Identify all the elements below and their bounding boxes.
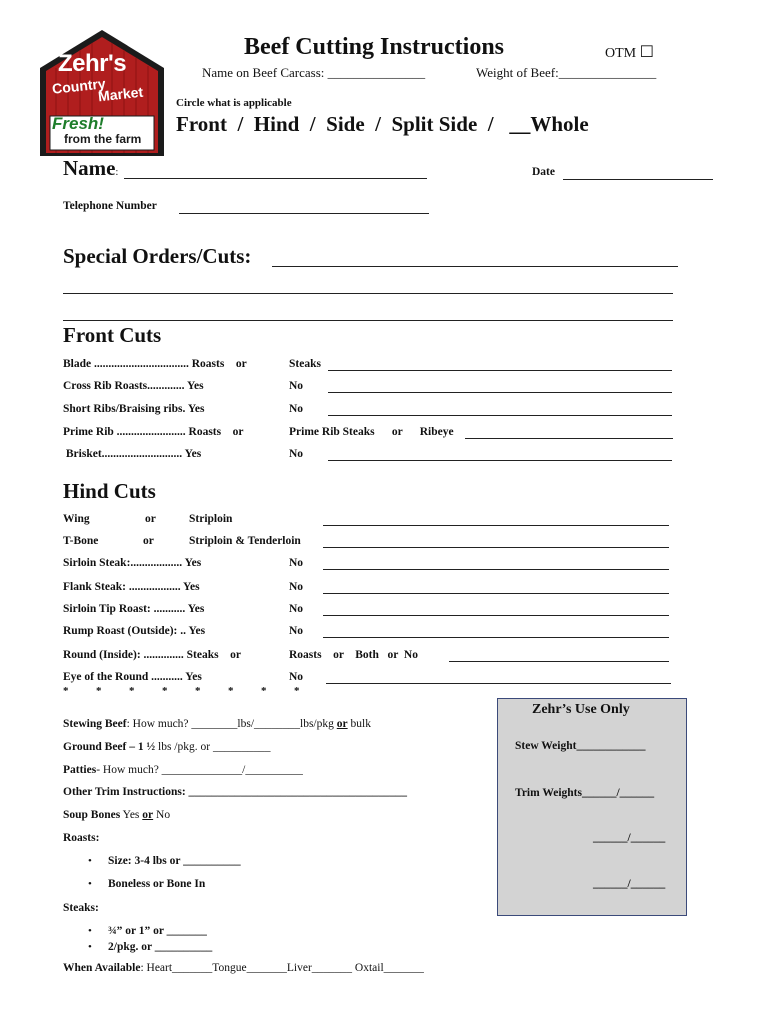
trim-weights-field[interactable]: Trim Weights______/______: [515, 787, 655, 799]
hind-row-eye-round-line[interactable]: [326, 683, 671, 684]
other-trim-instructions[interactable]: Other Trim Instructions: ______________________________________: [63, 786, 408, 798]
soup-bones-row[interactable]: [63, 809, 170, 821]
logo-brand: Zehr's: [58, 50, 127, 77]
hind-wing-line[interactable]: [323, 525, 669, 526]
hind-striploin[interactable]: Striploin: [189, 513, 233, 525]
otm-label: [605, 42, 654, 62]
roast-size-field[interactable]: Size: 3-4 lbs or __________: [108, 855, 241, 867]
hind-tbone[interactable]: T-Bone: [63, 535, 99, 547]
name-label: [63, 156, 118, 181]
front-row-short-ribs-line[interactable]: [328, 415, 672, 416]
name-colon: :: [115, 167, 119, 178]
section-divider-stars: * * * * * * * *: [63, 685, 300, 697]
special-orders-line-3[interactable]: [63, 320, 673, 321]
front-row-prime-rib-line[interactable]: [465, 438, 673, 439]
hind-row-round-line[interactable]: [449, 661, 669, 662]
hind-row-sirloin-steak-no[interactable]: No: [289, 557, 304, 569]
logo-from-the-farm: from the farm: [64, 132, 142, 146]
logo-fresh: Fresh!: [52, 114, 104, 133]
hind-striploin-tenderloin[interactable]: Striploin & Tenderloin: [189, 535, 301, 547]
hind-row-sirloin-tip[interactable]: Sirloin Tip Roast: ........... Yes: [63, 603, 205, 615]
stewing-beef-amount[interactable]: : How much? ________lbs/________lbs/pkg: [126, 718, 337, 730]
logo-country: Country: [51, 75, 107, 97]
stewing-beef-or: or: [336, 718, 348, 730]
steak-thickness-bullet: •: [88, 925, 92, 937]
zehrs-logo: [36, 28, 168, 158]
name-input-line[interactable]: [124, 178, 427, 179]
steaks-label: Steaks:: [63, 902, 99, 914]
telephone-input-line[interactable]: [179, 213, 429, 214]
hind-row-sirloin-steak-line[interactable]: [323, 569, 669, 570]
hind-row-flank-steak-line[interactable]: [323, 593, 669, 594]
trim-weight-blank-1[interactable]: ______/______: [593, 832, 666, 844]
front-row-prime-rib-steaks[interactable]: Prime Rib Steaks or Ribeye: [289, 426, 454, 438]
date-label: Date: [532, 166, 555, 178]
otm-text: OTM: [605, 46, 637, 61]
hind-row-sirloin-steak[interactable]: Sirloin Steak:.................. Yes: [63, 557, 202, 569]
roast-bone-bullet: •: [88, 878, 92, 890]
name-label-text: Name: [63, 156, 116, 180]
hind-row-round-options[interactable]: Roasts or Both or No: [289, 649, 418, 661]
steak-thickness-field[interactable]: ¾” or 1” or _______: [108, 925, 207, 937]
date-input-line[interactable]: [563, 179, 713, 180]
carcass-name-field[interactable]: Name on Beef Carcass: _______________: [202, 65, 426, 80]
zehrs-use-title: Zehr’s Use Only: [532, 702, 630, 717]
patties-amount[interactable]: - How much? ______________/__________: [96, 764, 303, 776]
when-available-fields[interactable]: : Heart_______Tongue_______Liver_______ Oxtail_______: [140, 962, 424, 974]
special-orders-line-2[interactable]: [63, 293, 673, 294]
steak-per-pkg-field[interactable]: 2/pkg. or __________: [108, 941, 213, 953]
front-row-blade[interactable]: Blade ................................. Roasts or: [63, 358, 247, 370]
front-row-brisket[interactable]: Brisket............................ Yes: [63, 448, 202, 460]
hind-row-rump-roast-line[interactable]: [323, 637, 669, 638]
hind-row-flank-steak[interactable]: Flank Steak: .................. Yes: [63, 581, 200, 593]
soup-bones-label: Soup Bones: [63, 809, 121, 821]
front-row-short-ribs[interactable]: Short Ribs/Braising ribs. Yes: [63, 403, 205, 415]
soup-bones-yes[interactable]: Yes: [120, 809, 143, 821]
roast-bone-option[interactable]: Boneless or Bone In: [108, 878, 206, 890]
ground-beef-amount[interactable]: lbs /pkg. or __________: [155, 741, 271, 753]
front-row-blade-line[interactable]: [328, 370, 672, 371]
front-row-cross-rib[interactable]: Cross Rib Roasts............. Yes: [63, 380, 204, 392]
zehrs-use-only-box: [497, 698, 687, 916]
hind-cuts-heading: Hind Cuts: [63, 479, 156, 503]
logo-market: Market: [97, 83, 144, 105]
hind-row-rump-roast[interactable]: Rump Roast (Outside): .. Yes: [63, 625, 206, 637]
ground-beef-label: Ground Beef – 1 ½: [63, 741, 156, 753]
hind-row-eye-round-no[interactable]: No: [289, 671, 304, 683]
front-row-blade-steaks[interactable]: Steaks: [289, 358, 321, 370]
hind-tbone-line[interactable]: [323, 547, 669, 548]
page-title: Beef Cutting Instructions: [244, 34, 505, 60]
hind-row-flank-steak-no[interactable]: No: [289, 581, 304, 593]
hind-tbone-or: or: [143, 535, 154, 547]
otm-checkbox[interactable]: ☐: [639, 44, 654, 61]
front-row-cross-rib-no[interactable]: No: [289, 380, 304, 392]
roast-size-bullet: •: [88, 855, 92, 867]
special-orders-label: Special Orders/Cuts:: [63, 244, 252, 268]
front-row-prime-rib[interactable]: Prime Rib ........................ Roasts or: [63, 426, 244, 438]
when-available-row[interactable]: [63, 962, 424, 974]
portion-options[interactable]: Front / Hind / Side / Split Side / __Whole: [176, 112, 589, 136]
patties-label: Patties: [63, 764, 97, 776]
beef-weight-field[interactable]: Weight of Beef:_______________: [476, 65, 657, 80]
front-row-short-ribs-no[interactable]: No: [289, 403, 304, 415]
front-row-brisket-line[interactable]: [328, 460, 672, 461]
hind-row-round-inside[interactable]: Round (Inside): .............. Steaks or: [63, 649, 241, 661]
circle-note: Circle what is applicable: [176, 97, 292, 109]
soup-bones-or: or: [142, 809, 154, 821]
hind-row-eye-round[interactable]: Eye of the Round ........... Yes: [63, 671, 202, 683]
hind-row-sirloin-tip-line[interactable]: [323, 615, 669, 616]
front-row-cross-rib-line[interactable]: [328, 392, 672, 393]
front-cuts-heading: Front Cuts: [63, 323, 162, 347]
telephone-label: Telephone Number: [63, 200, 157, 212]
hind-row-sirloin-tip-no[interactable]: No: [289, 603, 304, 615]
special-orders-line-1[interactable]: [272, 266, 678, 267]
ground-beef-row[interactable]: [63, 741, 270, 753]
stewing-beef-bulk[interactable]: bulk: [347, 718, 371, 730]
front-row-brisket-no[interactable]: No: [289, 448, 304, 460]
stewing-beef-row[interactable]: [63, 718, 371, 730]
steak-per-pkg-bullet: •: [88, 941, 92, 953]
trim-weight-blank-2[interactable]: ______/______: [593, 878, 666, 890]
patties-row[interactable]: [63, 764, 303, 776]
hind-row-rump-roast-no[interactable]: No: [289, 625, 304, 637]
hind-wing-or: or: [145, 513, 156, 525]
roasts-label: Roasts:: [63, 832, 100, 844]
hind-wing[interactable]: Wing: [63, 513, 90, 525]
soup-bones-no[interactable]: No: [153, 809, 171, 821]
when-available-label: When Available: [63, 962, 141, 974]
stew-weight-field[interactable]: Stew Weight____________: [515, 740, 646, 752]
stewing-beef-label: Stewing Beef: [63, 718, 127, 730]
